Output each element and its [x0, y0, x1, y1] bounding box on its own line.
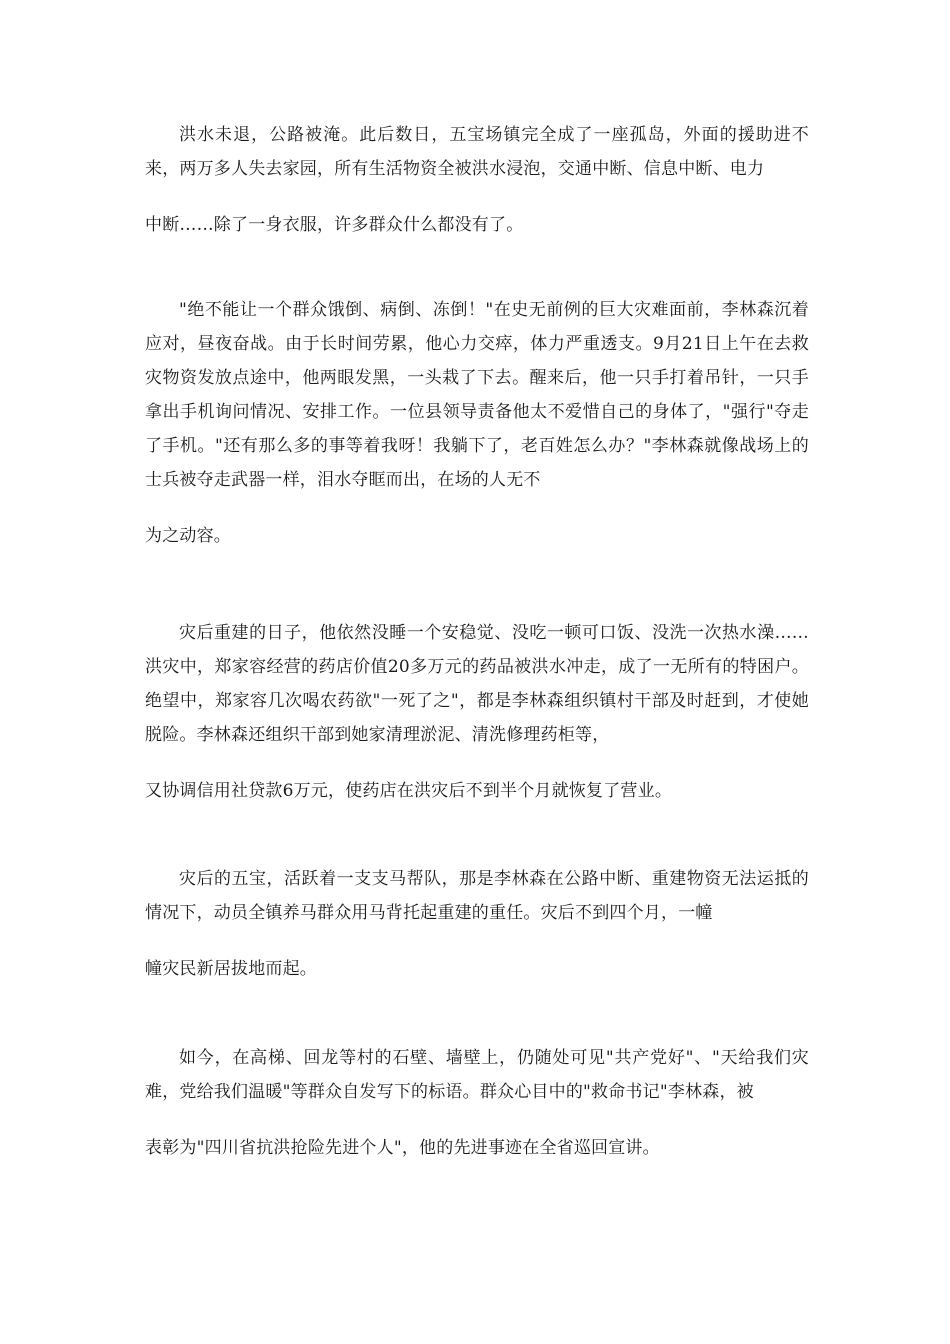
paragraph-1-tail: 中断……除了一身衣服，许多群众什么都没有了。: [145, 215, 524, 235]
paragraph-3: [145, 616, 809, 808]
paragraph-5-body: 如今，在高梯、回龙等村的石壁、墙壁上，仍随处可见"共产党好"、"天给我们灾难，党给我们温暖"等群众自发写下的标语。群众心目中的"救命书记"李林森，被: [145, 1048, 809, 1102]
paragraph-2: [145, 293, 809, 553]
paragraph-5-tail: 表彰为"四川省抗洪抢险先进个人"，他的先进事迹在全省巡回宣讲。: [145, 1138, 660, 1158]
paragraph-3-body: 灾后重建的日子，他依然没睡一个安稳觉、没吃一顿可口饭、没洗一次热水澡……洪灾中，郑家容经营的药店价值20多万元的药品被洪水冲走，成了一无所有的特困户。绝望中，郑家容几次喝农药欲"一死了之"，都是李林森组织镇村干部及时赶到，才使她脱险。李林森还组织干部到她家清理淤泥、清洗修理药柜等，: [145, 623, 809, 745]
paragraph-2-tail: 为之动容。: [145, 526, 231, 546]
paragraph-4: [145, 862, 809, 986]
paragraph-4-body: 灾后的五宝，活跃着一支支马帮队，那是李林森在公路中断、重建物资无法运抵的情况下，动员全镇养马群众用马背托起重建的重任。灾后不到四个月，一幢: [145, 869, 809, 923]
paragraph-1-body: 洪水未退，公路被淹。此后数日，五宝场镇完全成了一座孤岛，外面的援助进不来，两万多人失去家园，所有生活物资全被洪水浸泡，交通中断、信息中断、电力: [145, 125, 809, 179]
paragraph-3-tail: 又协调信用社贷款6万元，使药店在洪灾后不到半个月就恢复了营业。: [145, 781, 673, 801]
paragraph-5: [145, 1041, 809, 1165]
paragraph-4-tail: 幢灾民新居拔地而起。: [145, 959, 317, 979]
paragraph-2-body: "绝不能让一个群众饿倒、病倒、冻倒！"在史无前例的巨大灾难面前，李林森沉着应对，昼夜奋战。由于长时间劳累，他心力交瘁，体力严重透支。9月21日上午在去救灾物资发放点途中，他两眼发黑，一头栽了下去。醒来后，他一只手打着吊针，一只手拿出手机询问情况、安排工作。一位县领导责备他太不爱惜自己的身体了，"强行"夺走了手机。"还有那么多的事等着我呀！我躺下了，老百姓怎么办？"李林森就像战场上的士兵被夺走武器一样，泪水夺眶而出，在场的人无不: [145, 300, 809, 490]
paragraph-1: [145, 118, 809, 242]
